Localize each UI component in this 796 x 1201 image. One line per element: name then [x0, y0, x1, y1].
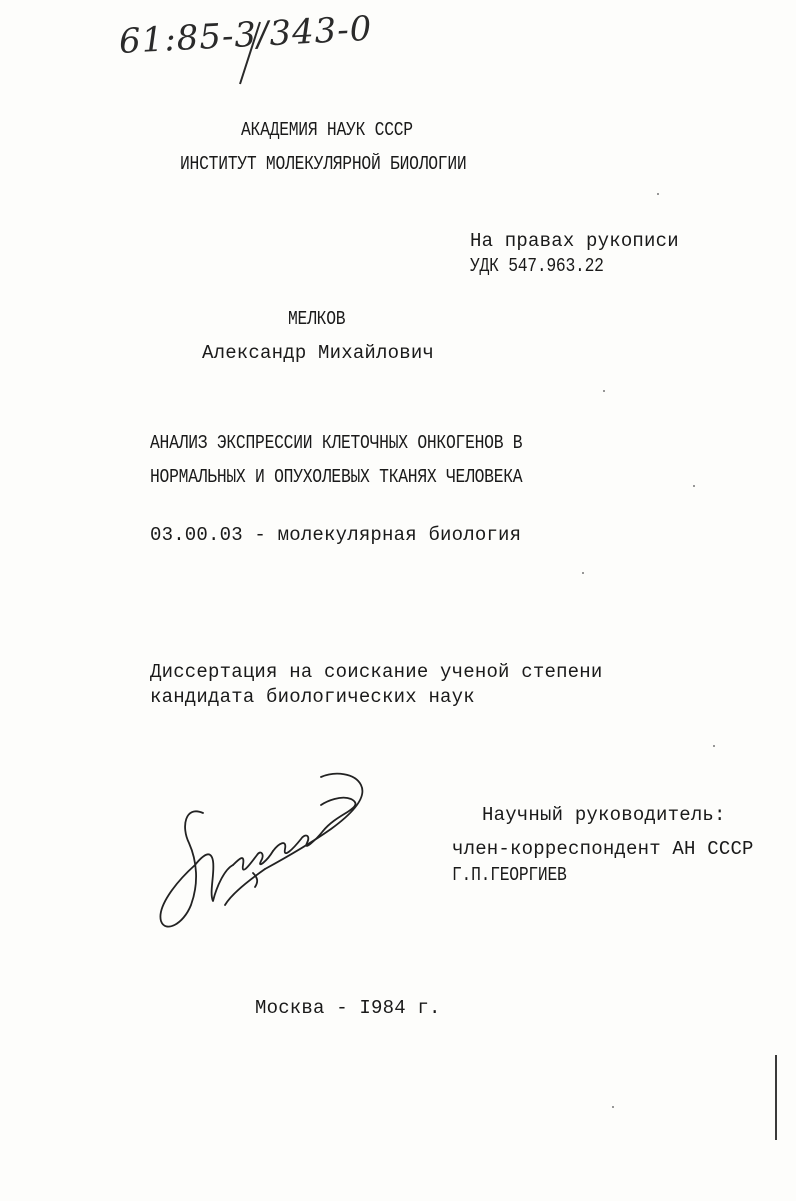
place-and-year: Москва - I984 г.	[255, 997, 441, 1019]
scan-speck	[612, 1106, 614, 1108]
author-given-names: Александр Михайлович	[202, 342, 435, 364]
scan-speck	[713, 745, 715, 747]
supervisor-label: Научный руководитель:	[482, 804, 726, 826]
scan-edge-line	[775, 1055, 777, 1140]
dissertation-line-1: Диссертация на соискание ученой степени	[150, 661, 603, 683]
archive-code: 61:85-3/343-0	[118, 8, 374, 62]
scan-speck	[693, 485, 695, 487]
scan-speck	[603, 390, 605, 392]
institute-heading: ИНСТИТУТ МОЛЕКУЛЯРНОЙ БИОЛОГИИ	[180, 153, 467, 175]
manuscript-rights: На правах рукописи	[470, 230, 679, 252]
dissertation-line-2: кандидата биологических наук	[150, 686, 475, 708]
supervisor-position: член-корреспондент АН СССР	[452, 838, 754, 860]
author-signature	[155, 765, 370, 945]
archive-code-slash	[232, 18, 312, 88]
title-line-2: НОРМАЛЬНЫХ И ОПУХОЛЕВЫХ ТКАНЯХ ЧЕЛОВЕКА	[150, 466, 523, 488]
academy-heading: АКАДЕМИЯ НАУК СССР	[241, 119, 413, 141]
supervisor-name: Г.П.ГЕОРГИЕВ	[452, 864, 567, 886]
scan-speck	[657, 193, 659, 195]
title-line-1: АНАЛИЗ ЭКСПРЕССИИ КЛЕТОЧНЫХ ОНКОГЕНОВ В	[150, 432, 523, 454]
specialty-code: 03.00.03 - молекулярная биология	[150, 524, 522, 546]
scan-speck	[582, 572, 584, 574]
udc-code: УДК 547.963.22	[470, 255, 604, 277]
author-surname: МЕЛКОВ	[288, 308, 346, 330]
